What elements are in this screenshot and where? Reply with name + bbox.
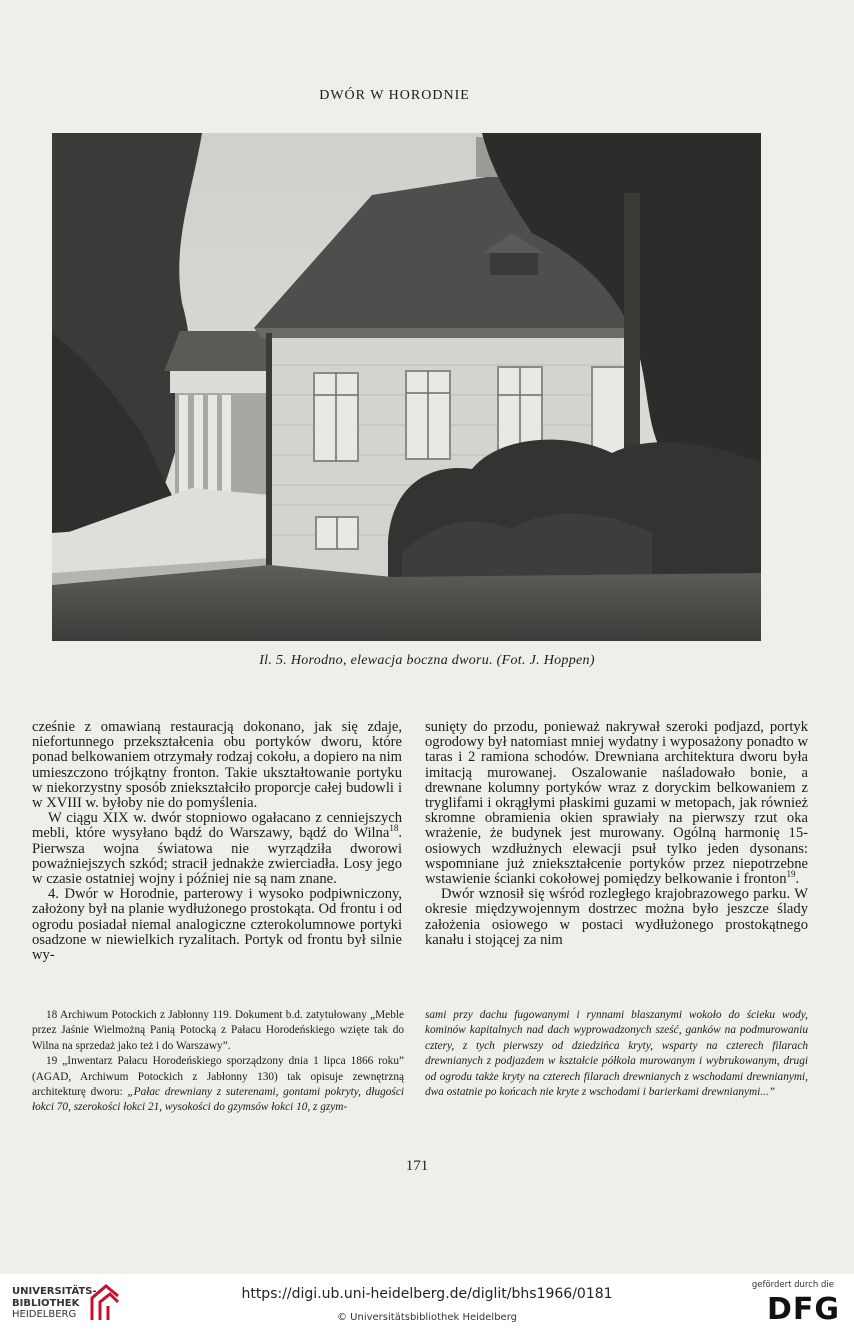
text-column-right	[425, 720, 808, 948]
paragraph: cześnie z omawianą restauracją dokonano, jak się zdaje, niefortunnego przekształcenia obu portyków dworu, które ponad belkowaniem otrzymały rodzaj cokołu, a dopiero na nim umieszczono trójkątny fronton. Takie ukształtowanie portyku w niekorzystny sposób zniekształciło proporcje całej budowli i w XVIII w. byłoby nie do pomyślenia.	[32, 719, 403, 812]
footnote-ref: 18	[389, 823, 399, 834]
viewer-footer	[0, 1274, 854, 1334]
footnote-19-continued: sami przy dachu fugowanymi i rynnami blaszanymi wokoło do ścieku wody, kominów kapitalnych nad dach wyprowadzonych sześć, ganków na podmurowaniu cztery, z tych pierwszy od dziedzińca kryty, wsparty na czterech filarach drewnianych z podjazdem w kształcie półkola murowanym i wybrukowanym, drugi od ogrodu także kryty na czterech filarach drewnianych z wschodami drewnianymi, dwa ostatnie po końcach nie kryte z wschodami i barierkami drewnianymi...”	[425, 1009, 808, 1099]
sponsor-label: gefördert durch die	[751, 1280, 834, 1290]
paragraph: sunięty do przodu, ponieważ nakrywał szeroki podjazd, portyk ogrodowy był natomiast mniej wydatny i wyposażony ponadto w taras i 2 ramiona schodów. Drewniana architektura dworu była imitacją murowanej. Oszalowanie naśladowało bonie, a drewnane kolumny portyków wraz z doryckim belkowaniem z tryglifami i okrągłymi płaskimi guzami w metopach, jak również skromne obramienia okien sprawiały na pierwszy rzut oka wrażenie, że budynek jest murowany. Ogólną harmonię 15-osiowych wzdłużnych elewacji psuł tylko jeden dysonans: wspomniane już zniekształcenie portyków przez niepotrzebne wstawienie ścianki cokołowej pomiędzy belkowanie i fronton$^{19}$.	[425, 719, 808, 888]
footnotes-left	[32, 1008, 404, 1116]
paragraph: W ciągu XIX w. dwór stopniowo ogałacano z cenniejszych mebli, które wysyłano bądź do Warszawy, bądź do Wilna$^{18}$. Pierwsza wojna światowa nie wyrządziła dworowi poważniejszych szkód; stracił jednakże zwierciadła. Losy jego w czasie ostatniej wojny i później nie są nam znane.	[32, 810, 402, 888]
page-number: 171	[405, 1158, 429, 1174]
footnote-18: 18 Archiwum Potockich z Jabłonny 119. Dokument b.d. zatytułowany „Meble przez Jaśnie Wielmożną Panią Potocką z Pałacu Horodeńskiego wzięte tak do Wilna na sprzedaż jako też i do Warszawy”.	[32, 1009, 404, 1052]
permalink-url[interactable]: https://digi.ub.uni-heidelberg.de/diglit/bhs1966/0181	[241, 1286, 613, 1302]
running-header: DWÓR W HORODNIE	[319, 88, 470, 103]
copyright-notice: © Universitätsbibliothek Heidelberg	[336, 1312, 517, 1323]
figure-caption: Il. 5. Horodno, elewacja boczna dworu. (Fot. J. Hoppen)	[259, 653, 595, 668]
photograph-manor-side-elevation	[52, 133, 761, 641]
paragraph: Dwór wznosił się wśród rozległego krajobrazowego parku. W okresie międzywojennym dostrzec można było jeszcze ślady założenia osiowego w postaci wydłużonego prostokątnego kanału i stojącej za nim	[425, 886, 808, 948]
dfg-logo[interactable]: DFG	[766, 1292, 840, 1327]
paragraph: 4. Dwór w Horodnie, parterowy i wysoko podpiwniczony, założony był na planie wydłużonego prostokąta. Od frontu i od ogrodu posiadał niemal analogiczne czterokolumnowe portyki osadzone w niewielkich ryzalitach. Portyk od frontu był silnie wy-	[32, 886, 402, 964]
footnote-19: 19 „Inwentarz Pałacu Horodeńskiego sporządzony dnia 1 lipca 1866 roku” (AGAD, Archiwum Potockich z Jabłonny 130) tak opisuje zewnętrzną architekturę dworu: „Pałac drewniany z suterenami, gontami pokryty, długości łokci 70, szerokości łokci 21, wysokości do gzymsów łokci 10, z gzym-	[32, 1055, 404, 1114]
library-name[interactable]: UNIVERSITÄTS- BIBLIOTHEK HEIDELBERG	[12, 1286, 97, 1320]
footnote-ref: 19	[786, 869, 796, 880]
footnotes-right	[425, 1008, 808, 1100]
text-column-left	[32, 720, 402, 963]
